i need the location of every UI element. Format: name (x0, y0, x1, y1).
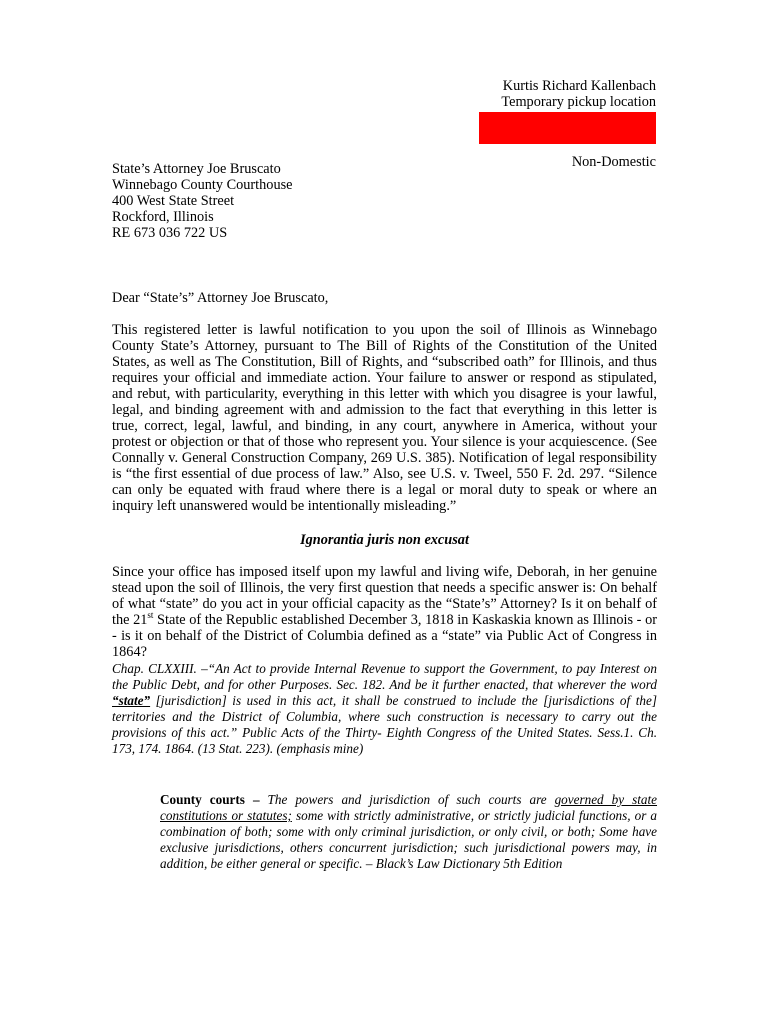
definition-text: The powers and jurisdiction of such courts are (259, 792, 555, 807)
redaction-bar (479, 112, 656, 144)
quote-text: Chap. CLXXIII. –“An Act to provide Internal Revenue to support the Government, to pay Interest on the Public Debt, and for other Purposes. Sec. 182. And be it further enacted, that wherever the word (112, 661, 657, 692)
statute-quote-paragraph (112, 661, 657, 757)
addressee-block (112, 161, 293, 241)
sender-location: Temporary pickup location (501, 94, 656, 110)
body-paragraph-question (112, 564, 657, 660)
emphasized-state-word: “state” (112, 693, 151, 708)
salutation: Dear “State’s” Attorney Joe Bruscato, (112, 290, 329, 306)
dictionary-blockquote (160, 792, 657, 872)
addressee-line: Winnebago County Courthouse (112, 177, 293, 193)
addressee-line: Rockford, Illinois (112, 209, 214, 225)
underlined-phrase: governed by state constitutions or statutes; (160, 792, 658, 823)
defined-term: County courts – (160, 792, 260, 807)
ordinal-suffix: st (147, 610, 154, 621)
addressee-line: 400 West State Street (112, 193, 235, 209)
sender-block (479, 78, 656, 170)
paragraph-text: Since your office has imposed itself upon my lawful and living wife, Deborah, in her genuine stead upon the soil of Illinois, the very first question that needs a specific answer is: On behalf of what “state” do you act in your official capacity as the “State’s” Attorney? Is it on behalf of the 21 (112, 564, 657, 628)
definition-text: some with strictly administrative, or strictly judicial functions, or a combination of both; some with only criminal jurisdiction, or only civil, or both; Some have exclusive jurisdictions, others concurrent jurisdiction; such jurisdictional powers may, in addition, be either general or specific. – Black’s Law Dictionary 5th Edition (160, 808, 658, 871)
body-paragraph-notification: This registered letter is lawful notification to you upon the soil of Illinois as Winnebago County State’s Attorney, pursuant to The Bill of Rights of the Constitution of the United States, as well as The Constitution, Bill of Rights, and “subscribed oath” for Illinois, and thus requires your official and immediate action. Your failure to answer or respond as stipulated, and rebut, with particularity, everything in this letter with which you disagree is your lawful, legal, and binding agreement with and admission to the fact that everything in this letter is true, correct, legal, lawful, and binding, in any court, anywhere in America, without your protest or objection or that of those who represent you. Your silence is your acquiescence. (See Connally v. General Construction Company, 269 U.S. 385). Notification of legal responsibility is “the first essential of due process of law.” Also, see U.S. v. Tweel, 550 F. 2d. 297. “Silence can only be equated with fraud where there is a legal or moral duty to speak or where an inquiry left unanswered would be intentionally misleading.” (112, 322, 657, 514)
sender-domestic: Non-Domestic (571, 154, 656, 170)
addressee-line: RE 673 036 722 US (112, 225, 228, 241)
quote-text: [jurisdiction] is used in this act, it shall be construed to include the [jurisdictions of the] territories and the District of Columbia, where such construction is necessary to carry out the provisions of this act.” Public Acts of the Thirty- Eighth Congress of the United States. Sess.1. Ch. 173, 174. 1864. (13 Stat. 223). (emphasis mine) (112, 693, 657, 756)
sender-name: Kurtis Richard Kallenbach (502, 78, 656, 94)
paragraph-text: State of the Republic established December 3, 1818 in Kaskaskia known as Illinois - or - is it on behalf of the District of Columbia defined as a “state” via Public Act of Congress in 1864? (112, 612, 657, 660)
section-heading: Ignorantia juris non excusat (300, 532, 469, 548)
addressee-line: State’s Attorney Joe Bruscato (112, 161, 281, 177)
